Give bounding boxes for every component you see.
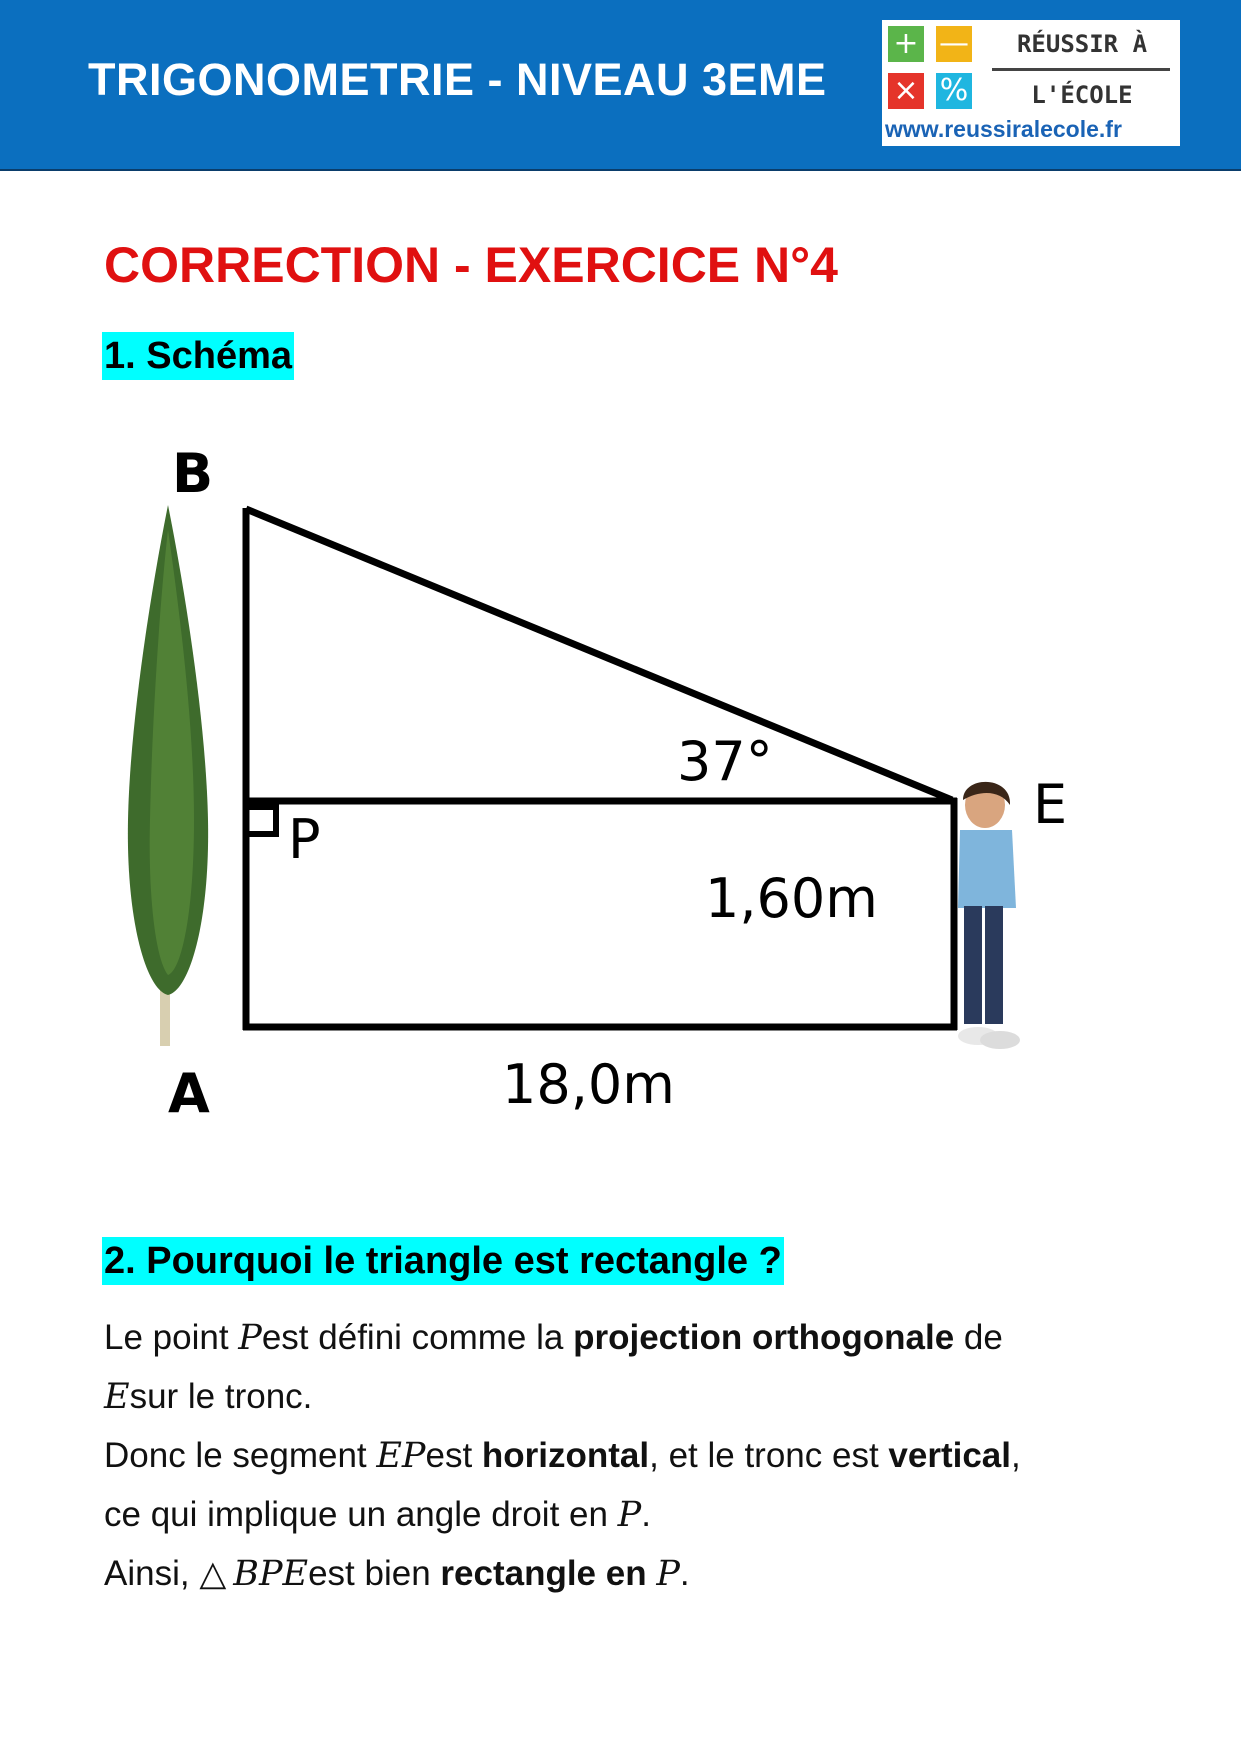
logo-url-link[interactable]: www.reussiralecole.fr — [885, 116, 1122, 142]
text-segment: est défini comme la — [261, 1318, 574, 1357]
text-segment: Le point — [104, 1318, 239, 1357]
bold-term: rectangle en — [440, 1554, 657, 1593]
label-b: B — [172, 442, 214, 505]
text-segment: ce qui implique un angle droit en — [104, 1495, 618, 1534]
text-segment: de — [954, 1318, 1003, 1357]
math-bpe: BPE — [233, 1554, 309, 1594]
math-p: P — [656, 1554, 680, 1594]
explanation-line-2 — [104, 1367, 312, 1427]
text-segment: , et le tronc est — [649, 1436, 889, 1475]
minus-icon: — — [936, 26, 972, 62]
section-title: CORRECTION - EXERCICE N°4 — [104, 237, 838, 293]
logo-text-line2: L'ÉCOLE — [1031, 81, 1133, 109]
text-segment: sur le tronc. — [129, 1377, 313, 1416]
label-p: P — [288, 808, 321, 871]
text-segment: est — [425, 1436, 482, 1475]
logo-text-line1: RÉUSSIR À — [1016, 30, 1148, 58]
text-segment: Ainsi, — [104, 1554, 200, 1593]
explanation-line-4 — [104, 1485, 651, 1545]
label-a: A — [168, 1062, 210, 1125]
part2-heading: 2. Pourquoi le triangle est rectangle ? — [102, 1237, 784, 1285]
text-segment: Donc le segment — [104, 1436, 377, 1475]
label-e: E — [1033, 773, 1068, 836]
triangle-symbol: △ — [199, 1554, 227, 1593]
height-label: 1,60m — [705, 867, 878, 930]
schema-heading: 1. Schéma — [102, 332, 294, 380]
explanation-line-5 — [104, 1544, 690, 1604]
math-p: P — [238, 1318, 262, 1358]
geometry-figure — [243, 508, 957, 1030]
math-e: E — [104, 1377, 130, 1417]
distance-label: 18,0m — [502, 1053, 675, 1116]
percent-icon: % — [936, 73, 972, 109]
tree-illustration — [128, 505, 208, 1046]
angle-label: 37° — [677, 730, 773, 793]
text-segment: est bien — [308, 1554, 441, 1593]
math-p: P — [617, 1495, 642, 1535]
bold-term: vertical — [888, 1436, 1011, 1475]
multiply-icon: × — [888, 73, 924, 109]
explanation-line-3 — [104, 1426, 1021, 1486]
page-header-title: TRIGONOMETRIE - NIVEAU 3EME — [88, 54, 827, 105]
plus-icon: + — [888, 26, 924, 62]
boy-illustration — [958, 782, 1020, 1049]
text-segment: , — [1011, 1436, 1021, 1475]
explanation-line-1 — [104, 1308, 1003, 1368]
math-ep: EP — [376, 1436, 426, 1476]
bold-term: horizontal — [481, 1436, 650, 1475]
bold-term: projection orthogonale — [573, 1318, 955, 1357]
text-segment: . — [679, 1554, 690, 1593]
text-segment: . — [641, 1495, 651, 1534]
